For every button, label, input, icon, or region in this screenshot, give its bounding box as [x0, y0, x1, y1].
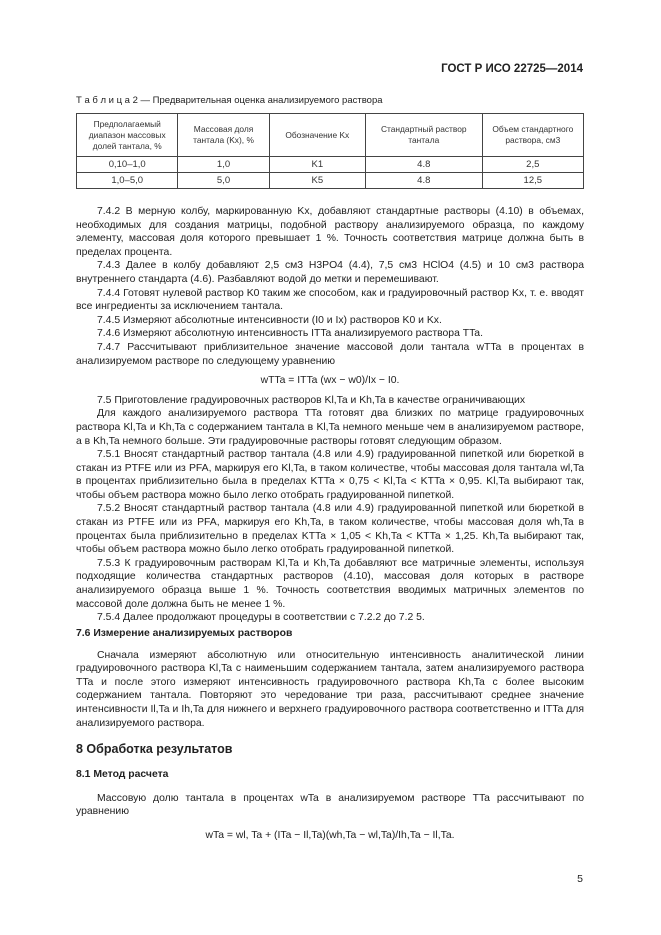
paragraph-7-5-4: 7.5.4 Далее продолжают процедуры в соответствии с 7.2.2 до 7.2 5. [97, 612, 425, 624]
table-row [77, 173, 584, 189]
paragraph-7-4-4: 7.4.4 Готовят нулевой раствор K0 таким же способом, как и градуировочный раствор Kx, т. е. вводят все ингредиенты за исключением тантала. [76, 287, 584, 313]
table-cell: 5,0 [178, 173, 269, 189]
table-cell: 1,0–5,0 [77, 173, 178, 189]
table-row [77, 157, 584, 173]
main-text [76, 205, 584, 625]
table-caption: Т а б л и ц а 2 — Предварительная оценка анализируемого раствора [76, 95, 383, 106]
table-cell: 12,5 [482, 173, 583, 189]
heading-7-6: 7.6 Измерение анализируемых растворов [76, 628, 293, 639]
table-cell: 0,10–1,0 [77, 157, 178, 173]
formula-wtta: wTTa = ITTa (wx − w0)/Ix − I0. [260, 375, 400, 387]
column-header: Стандартный раствор тантала [365, 114, 482, 157]
paragraph-7-6: Сначала измеряют абсолютную или относительную интенсивность аналитической линии градуировочного раствора Kl,Ta с наименьшим содержанием тантала, затем анализируемого раствора TTa и после этого измеряют интенсивность градуировочного раствора Kh,Ta с более высоким содержанием тантала. Повторяют это чередование три раза, рассчитывают среднее значение интенсивности Il,Ta и Ih,Ta для нижнего и верхнего градуировочного раствора соответственно и ITTa для анализируемого раствора. [76, 649, 584, 729]
paragraph-7-5-3: 7.5.3 К градуировочным растворам Kl,Ta и Kh,Ta добавляют все матричные элементы, используя подходящие количества стандартных растворов (4.10), массовая доля которых в растворе анализируемого образца выше 1 %. Точность соответствия вводимых матричных элементов по массовой доле должна быть не менее 1 %. [76, 557, 584, 610]
paragraph-7-4-6: 7.4.6 Измеряют абсолютную интенсивность ITTa анализируемого раствора TTa. [97, 328, 483, 340]
paragraph-7-4-3: 7.4.3 Далее в колбу добавляют 2,5 см3 H3PO4 (4.4), 7,5 см3 HClO4 (4.5) и 10 см3 раствора внутреннего стандарта (4.6). Разбавляют водой до метки и перемешивают. [76, 260, 584, 285]
column-header: Массовая доля тантала (Kx), % [178, 114, 269, 157]
section-7-6 [76, 627, 584, 730]
table-cell: 1,0 [178, 157, 269, 173]
column-header: Предполагаемый диапазон массовых долей тантала, % [77, 114, 178, 157]
section-8-1 [76, 768, 584, 848]
standard-header: ГОСТ Р ИСО 22725—2014 [441, 63, 583, 75]
table-cell: 4.8 [365, 157, 482, 173]
paragraph-8-1: Массовую долю тантала в процентах wTa в анализируемом растворе TTa рассчитывают по уравнению [76, 792, 584, 818]
paragraph-7-4-2: 7.4.2 В мерную колбу, маркированную Kx, добавляют стандартные растворы (4.10) в объемах, необходимых для создания матрицы, подобной раствору анализируемого образца, по каждому элементу, массовая доля которого превышает 1 %. Точность соответствия матрице должна быть в пределах процента. [76, 206, 584, 258]
heading-8: 8 Обработка результатов [76, 742, 233, 756]
page-number: 5 [577, 873, 583, 885]
paragraph-7-4-7: 7.4.7 Рассчитывают приблизительное значение массовой доли тантала wTTa в процентах в анализируемом растворе по следующему уравнению [76, 341, 584, 367]
paragraph-7-5: 7.5 Приготовление градуировочных растворов Kl,Ta и Kh,Ta в качестве ограничивающих [97, 394, 526, 406]
estimate-table [76, 113, 584, 189]
section-8 [76, 743, 584, 757]
paragraph-7-5-intro: Для каждого анализируемого раствора TTa готовят два близких по матрице градуировочных раствора Kl,Ta и Kh,Ta с содержанием тантала в Kl,Ta немного меньше чем в анализируемом растворе, а в Kh,Ta немного больше. Эти градуировочные растворы готовят следующим образом. [76, 408, 584, 447]
table-cell: K1 [269, 157, 365, 173]
formula-wta: wTa = wl, Ta + (ITa − Il,Ta)(wh,Ta − wl,Ta)/Ih,Ta − Il,Ta. [205, 829, 455, 841]
heading-8-1: 8.1 Метод расчета [76, 769, 169, 780]
column-header: Объем стандартного раствора, см3 [482, 114, 583, 157]
table-cell: 4.8 [365, 173, 482, 189]
column-header: Обозначение Kx [269, 114, 365, 157]
paragraph-7-4-5: 7.4.5 Измеряют абсолютные интенсивности (I0 и Ix) растворов K0 и Kx. [97, 314, 442, 326]
table-cell: 2,5 [482, 157, 583, 173]
table-cell: K5 [269, 173, 365, 189]
paragraph-7-5-1: 7.5.1 Вносят стандартный раствор тантала (4.8 или 4.9) градуированной пипеткой или бюреткой в стакан из PTFE или из PFA, маркируя его Kl,Ta, в таком количестве, чтобы массовая доля тантала wl,Ta в процентах приблизительно была в пределах KTTa × 0,75 < Kl,Ta < KTTa × 0,95. Kl,Ta выбирают так, чтобы объем раствора можно было легко отобрать градуированной пипеткой. [76, 449, 584, 501]
paragraph-7-5-2: 7.5.2 Вносят стандартный раствор тантала (4.8 или 4.9) градуированной пипеткой или бюреткой в стакан из PTFE или из PFA, маркируя его Kh,Ta, в таком количестве, чтобы массовая доля wh,Ta в процентах была приблизительно в пределах KTTa × 1,05 < Kh,Ta < KTTa × 1,25. Kh,Ta выбирают так, чтобы объем раствора можно было легко отобрать градуированной пипеткой. [76, 503, 584, 556]
